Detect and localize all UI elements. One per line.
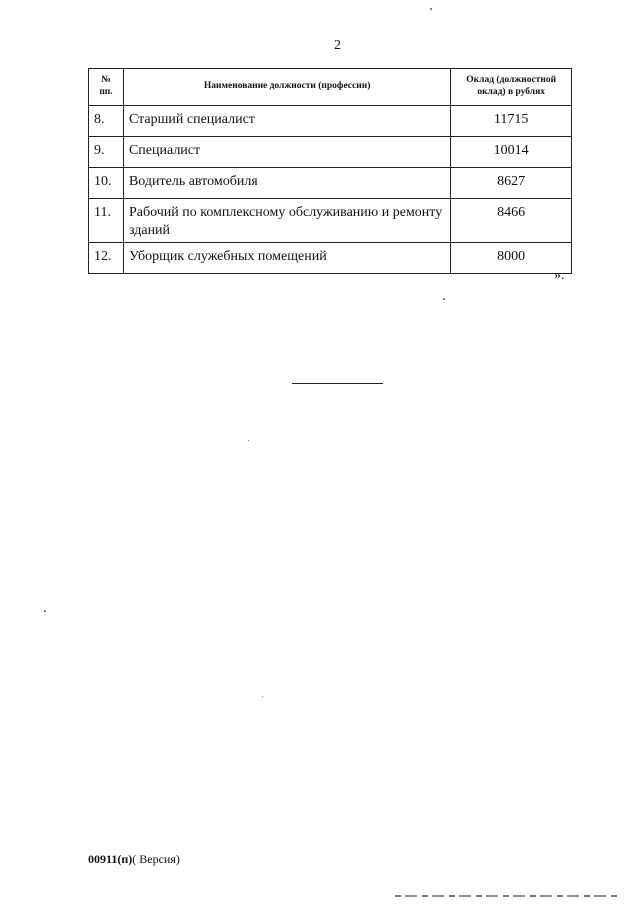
table-row xyxy=(89,168,572,199)
row-position-name: Старший специалист xyxy=(123,106,450,137)
row-position-name: Уборщик служебных помещений xyxy=(123,243,450,274)
row-number: 9. xyxy=(89,137,124,168)
salary-table xyxy=(88,68,572,274)
row-salary: 8466 xyxy=(451,199,572,243)
header-number: № пп. xyxy=(89,69,124,106)
header-position-name: Наименование должности (профессии) xyxy=(123,69,450,106)
scan-speck xyxy=(443,298,445,300)
scan-edge-artifact xyxy=(395,895,620,897)
footer-version: ( Версия) xyxy=(132,852,180,866)
row-number: 11. xyxy=(89,199,124,243)
row-salary: 10014 xyxy=(451,137,572,168)
table-row xyxy=(89,199,572,243)
table-row xyxy=(89,106,572,137)
scan-speck xyxy=(248,440,249,441)
closing-quote: ». xyxy=(554,268,565,283)
table-header-row xyxy=(89,69,572,106)
scan-speck xyxy=(262,696,263,697)
footer-code: 00911(п) xyxy=(88,852,133,866)
scan-speck xyxy=(44,610,46,612)
row-salary: 8000 xyxy=(451,243,572,274)
row-number: 10. xyxy=(89,168,124,199)
table-row xyxy=(89,137,572,168)
row-salary: 8627 xyxy=(451,168,572,199)
header-salary: Оклад (должностной оклад) в рублях xyxy=(451,69,572,106)
scan-speck xyxy=(430,8,432,10)
row-salary: 11715 xyxy=(451,106,572,137)
page-number: 2 xyxy=(334,38,341,53)
table-row xyxy=(89,243,572,274)
separator-line xyxy=(292,383,383,384)
footer-document-code xyxy=(88,852,180,867)
row-number: 8. xyxy=(89,106,124,137)
row-number: 12. xyxy=(89,243,124,274)
row-position-name: Водитель автомобиля xyxy=(123,168,450,199)
row-position-name: Специалист xyxy=(123,137,450,168)
row-position-name: Рабочий по комплексному обслуживанию и ремонту зданий xyxy=(123,199,450,243)
